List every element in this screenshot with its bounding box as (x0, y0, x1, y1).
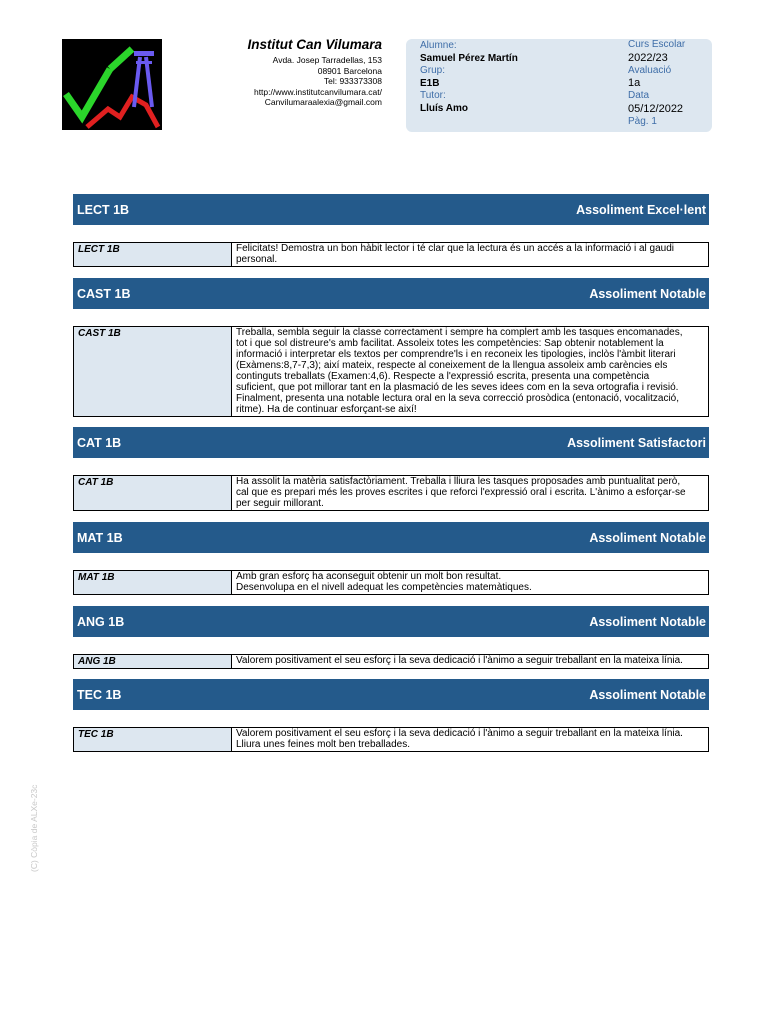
comment-subject-code: LECT 1B (74, 243, 232, 266)
group-label: Grup: (420, 65, 446, 76)
page-number: Pàg. 1 (628, 115, 657, 127)
subject-comment-row (73, 326, 709, 417)
subject-grade: Assoliment Notable (589, 530, 706, 545)
subject-mat (73, 522, 709, 595)
subject-header (73, 679, 709, 710)
school-header (122, 37, 382, 108)
comment-subject-code: CAT 1B (74, 476, 232, 510)
school-address: Avda. Josep Tarradellas, 153 (272, 55, 382, 65)
comment-subject-code: MAT 1B (74, 571, 232, 594)
subject-comment-row (73, 654, 709, 669)
group-value: E1B (420, 77, 440, 89)
subject-grade: Assoliment Notable (589, 687, 706, 702)
subject-code: TEC 1B (77, 687, 122, 702)
subject-header (73, 427, 709, 458)
eval-label: Avaluació (628, 64, 672, 76)
student-name: Samuel Pérez Martín (420, 52, 518, 64)
subject-code: ANG 1B (77, 614, 125, 629)
tutor-name: Lluís Amo (420, 102, 468, 114)
subject-code: CAST 1B (77, 286, 131, 301)
subject-comment-row (73, 242, 709, 267)
comment-text: Valorem positivament el seu esforç i la seva dedicació i l'ànimo a seguir treballant en la mateixa línia. (236, 655, 683, 666)
comment-subject-code: CAST 1B (74, 327, 232, 416)
comment-subject-code: ANG 1B (74, 655, 232, 668)
subject-ang (73, 606, 709, 669)
subject-comment-row (73, 727, 709, 752)
subject-header (73, 278, 709, 309)
subject-grade: Assoliment Excel·lent (576, 202, 706, 217)
subject-grade: Assoliment Satisfactori (567, 435, 706, 450)
comment-subject-code: TEC 1B (74, 728, 232, 751)
year-value: 2022/23 (628, 51, 668, 64)
subject-code: CAT 1B (77, 435, 122, 450)
subject-header (73, 522, 709, 553)
school-city: 08901 Barcelona (317, 65, 382, 76)
copy-watermark: (C) Còpia de ALXe-23c (29, 784, 39, 872)
comment-text: Felicitats! Demostra un bon hàbit lector i té clar que la lectura és un accés a la informació i al gaudi personal. (236, 243, 674, 265)
school-phone: Tel: 933373308 (323, 76, 382, 86)
subject-header (73, 194, 709, 225)
comment-text: Ha assolit la matèria satisfactòriament. Treballa i lliura les tasques proposades amb puntualitat però, cal que es prepari més les proves escrites i que reforci l'expressió oral i escrita. L'ànimo a esforçar-se per seguir millorant. (236, 476, 686, 509)
date-value: 05/12/2022 (628, 102, 684, 115)
subject-code: LECT 1B (77, 202, 130, 217)
comment-text: Treballa, sembla seguir la classe correctament i sempre ha complert amb les tasques encomanades, tot i que sol distreure's amb facilitat. Assoleix totes les competències: Sap obtenir notablement la informació i interpretar els textos per comprendre'ls i en reconeix les tipologies, inclòs l'àmbit literari (Exàmens:8,7-7,3); així mateix, respecte al coneixement de la llengua assoleix amb carències els continguts treballats (Examen:4,6). Respecte a l'expressió escrita, presenta una competència suficient, que pot millorar tant en la plasmació de les seves idees com en la seva ortografia i revisió. Finalment, presenta una notable lectura oral en la seva correcció prosòdica (entonació, vocalització, ritme). Ha de continuar esforçant-se així! (236, 327, 683, 415)
date-label: Data (628, 90, 650, 101)
student-label: Alumne: (420, 40, 457, 51)
subject-header (73, 606, 709, 637)
subject-cast (73, 278, 709, 417)
comment-text: Valorem positivament el seu esforç i la seva dedicació i l'ànimo a seguir treballant en la mateixa línia. Lliura unes feines molt ben treballades. (236, 728, 683, 750)
subject-comment-row (73, 475, 709, 511)
school-website[interactable]: http://www.institutcanvilumara.cat/ (253, 86, 382, 97)
school-name: Institut Can Vilumara (247, 37, 382, 52)
subject-grade: Assoliment Notable (589, 286, 706, 301)
term-info (628, 39, 685, 128)
subject-comment-row (73, 570, 709, 595)
year-label: Curs Escolar (628, 39, 686, 50)
eval-value: 1a (628, 77, 641, 89)
subject-lect (73, 194, 709, 267)
subject-code: MAT 1B (77, 530, 123, 545)
student-info (420, 40, 518, 115)
subject-tec (73, 679, 709, 752)
subject-grade: Assoliment Notable (589, 614, 706, 629)
comment-text: Amb gran esforç ha aconseguit obtenir un molt bon resultat. Desenvolupa en el nivell adequat les competències matemàtiques. (236, 571, 532, 593)
subject-cat (73, 427, 709, 511)
tutor-label: Tutor: (420, 90, 446, 101)
student-info-box (406, 39, 712, 132)
school-email[interactable]: Canvilumaraalexia@gmail.com (264, 97, 382, 107)
